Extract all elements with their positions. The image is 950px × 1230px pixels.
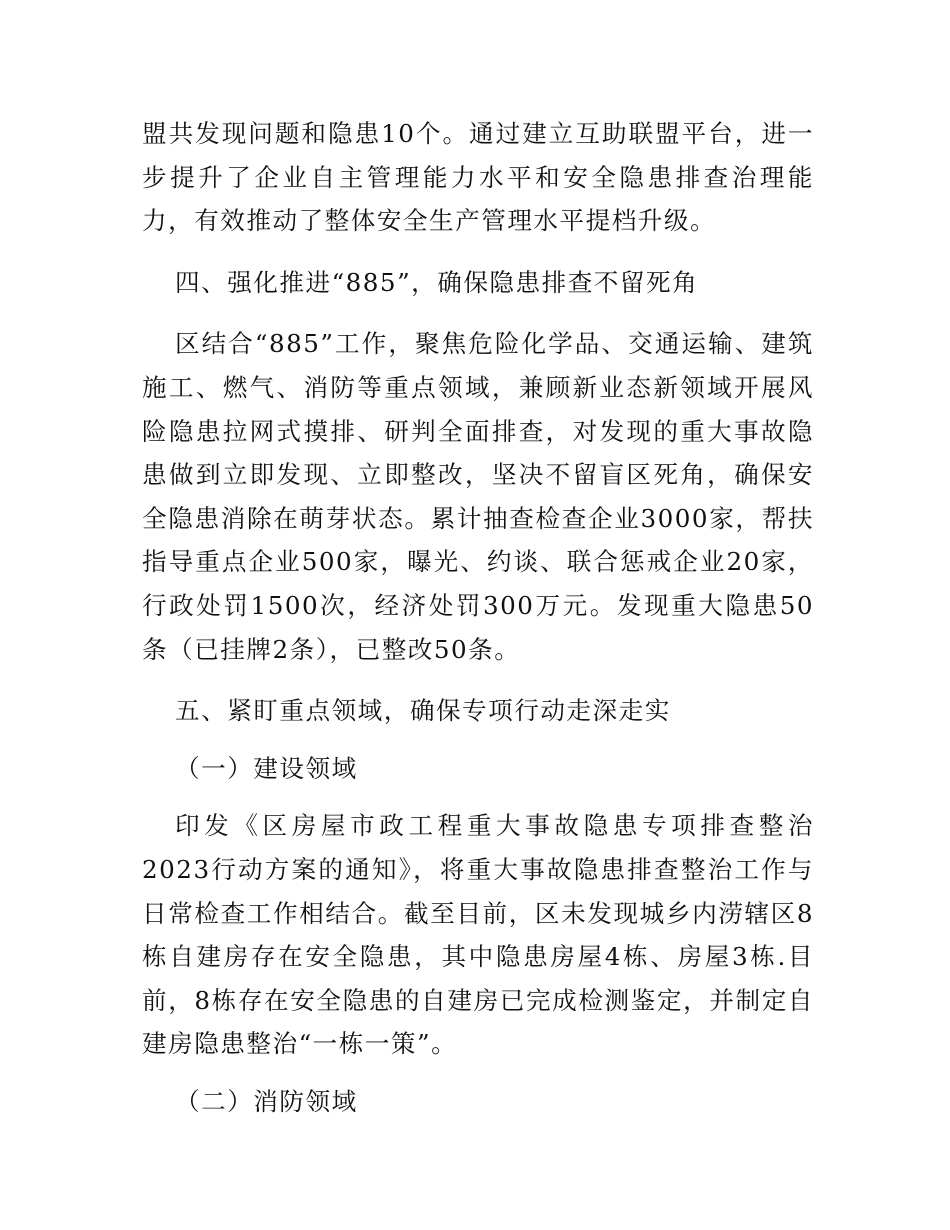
section-heading-five: 五、紧盯重点领域，确保专项行动走深走实 bbox=[175, 696, 671, 726]
section-heading-four: 四、强化推进“885”，确保隐患排查不留死角 bbox=[175, 267, 699, 297]
subsection-heading-construction: （一）建设领域 bbox=[175, 753, 358, 783]
paragraph-885-work: 区结合“885”工作，聚焦危险化学品、交通运输、建筑施工、燃气、消防等重点领域，兼顾新业态新领域开展风险隐患拉网式摸排、研判全面排查，对发现的重大事故隐患做到立即发现、立即整改，坚决不留盲区死角，确保安全隐患消除在萌芽状态。累计抽查检查企业3000家，帮扶指导重点企业500家，曝光、约谈、联合惩戒企业20家，行政处罚1500次，经济处罚300万元。发现重大隐患50条（已挂牌2条），已整改50条。 bbox=[142, 329, 814, 664]
subsection-heading-fire: （二）消防领域 bbox=[175, 1086, 358, 1116]
document-body bbox=[142, 112, 814, 1123]
paragraph-continuation: 盟共发现问题和隐患10个。通过建立互助联盟平台，进一步提升了企业自主管理能力水平和安全隐患排查治理能力，有效推动了整体安全生产管理水平提档升级。 bbox=[142, 119, 814, 236]
paragraph-construction: 印发《区房屋市政工程重大事故隐患专项排查整治2023行动方案的通知》，将重大事故隐患排查整治工作与日常检查工作相结合。截至目前，区未发现城乡内涝辖区8栋自建房存在安全隐患，其中隐患房屋4栋、房屋3栋.目前，8栋存在安全隐患的自建房已完成检测鉴定，并制定自建房隐患整治“一栋一策”。 bbox=[142, 811, 814, 1059]
